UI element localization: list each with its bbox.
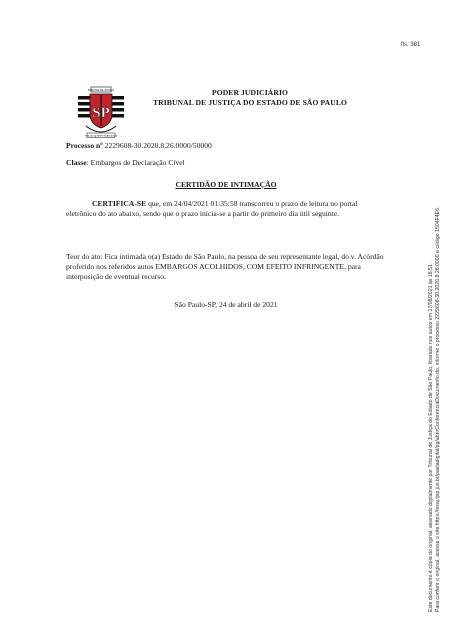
- header-line-2: TRIBUNAL DE JUSTIÇA DO ESTADO DE SÃO PAULO: [152, 98, 347, 107]
- certifica-paragraph: [66, 199, 386, 219]
- processo-label: Processo nº: [66, 141, 103, 150]
- classe-label: Classe: [66, 158, 87, 167]
- document-header: [140, 88, 360, 108]
- teor-paragraph: Teor do ato: Fica intimada o(a) Estado de São Paulo, na pessoa de seu representante legal, do v. Acórdão proferido nos referidos autos EMBARGOS ACOLHIDOS, COM EFEITO INFRINGENTE, para interposição de eventual recurso.: [66, 252, 384, 282]
- certifica-text: que, em 24/04/2021 01:35:58 transcorreu o prazo de leitura no portal eletrônico do ato abaixo, sendo que o prazo inicia-se a partir do primeiro dia útil seguinte.: [66, 199, 358, 219]
- header-line-1: PODER JUDICIÁRIO: [211, 88, 289, 97]
- logo-bottom-text: 1874-2020 ◆ RESPONSABILIDADE: [84, 135, 118, 138]
- classe-value: : Embargos de Declaração Cível: [86, 158, 185, 167]
- side-note-line-1: Este documento é cópia do original, assinado digitalmente por Tribunal de Justiça do Estado de São Paulo, liberado nos autos em 17/08/2021 às 18:51 .: [428, 261, 434, 612]
- certifica-label: CERTIFICA-SE: [92, 199, 147, 208]
- processo-line: [66, 141, 212, 151]
- logo-stripes-right: [112, 96, 124, 118]
- side-authentication-note: [428, 72, 441, 612]
- processo-number: 2229608-30.2020.8.26.0000/50000: [104, 141, 212, 150]
- page-number: fls. 381: [401, 42, 421, 48]
- document-date: São Paulo-SP, 24 de abril de 2021: [174, 300, 278, 309]
- classe-line: [66, 158, 185, 168]
- logo-stripes-left: [78, 96, 90, 118]
- side-note-line-2: Para conferir o original, acesse o site https://esaj.tjsp.jus.br/pastadigital/pg/abrirConferenciaDocumento.do, informe o processo 2229608-30.2020.8.26.0000 e código 1504F4E6.: [434, 206, 441, 612]
- document-title: CERTIDÃO DE INTIMAÇÃO: [175, 180, 277, 189]
- logo-top-text: TRIBUNAL DE JUSTIÇA: [87, 88, 115, 92]
- logo-letters: SP: [92, 105, 110, 121]
